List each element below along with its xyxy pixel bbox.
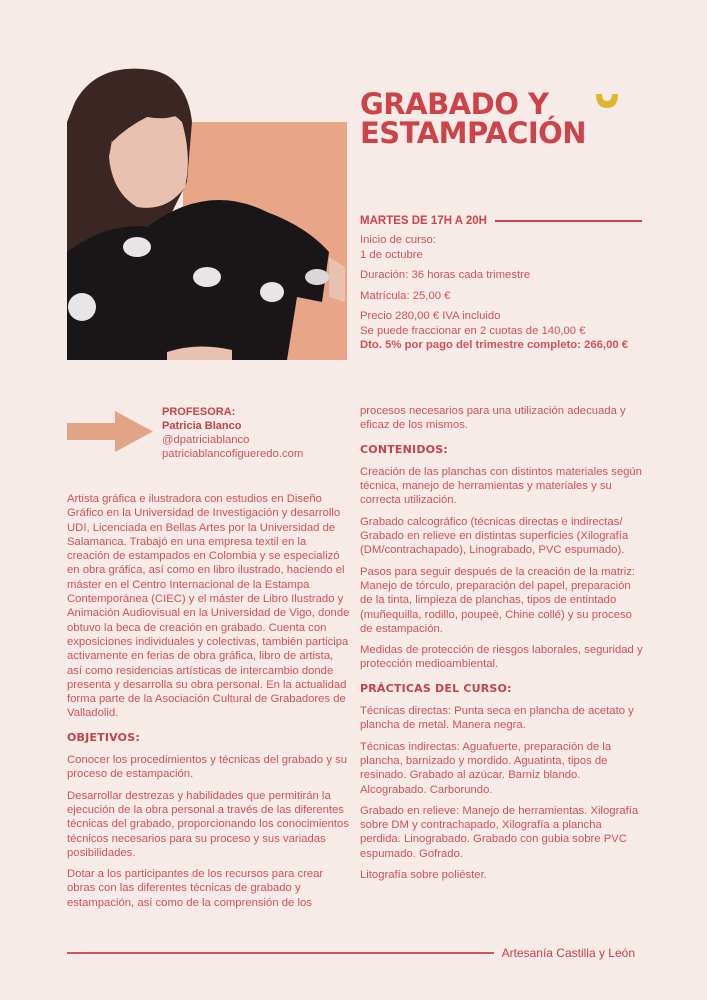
objectives-heading: OBJETIVOS: (67, 730, 140, 744)
contents-heading: CONTENIDOS: (360, 442, 448, 456)
teacher-bio: Artista gráfica e ilustradora con estudios en Diseño Gráfico en la Universidad de Investigación y desarrollo UDI, Licenciada en Bellas Artes por la Universidad de Salamanca. Trabajó en una empresa textil en la creación de estampados en Colombia y se especializó en obra gráfica, así como en libro ilustrado, haciendo el máster en el Centro Internacional de la Estampa Contemporánea (CIEC) y el máster de Libro Ilustrado y Animación Audiovisual en la Universidad de Vigo, donde obtuvo la beca de creación en grabado. Cuenta con exposiciones individuales y colectivas, también participa activamente en ferias de obra gráfica, libro de artista, así como residencias artísticas de intercambio donde presenta y desarrolla su obra personal. En la actualidad forma parte de la Asociación Cultural de Grabadores de Valladolid. (67, 493, 350, 720)
duration: Duración: 36 horas cada trimestre (360, 269, 531, 281)
arrow-right-icon (67, 411, 153, 452)
left-column (67, 492, 350, 917)
enrollment-fee: Matrícula: 25,00 € (360, 289, 451, 302)
teacher-handle-link[interactable]: @dpatriciablanco (162, 434, 250, 446)
footer-brand: Artesanía Castilla y León (501, 946, 635, 960)
divider (495, 220, 642, 222)
start-date: 1 de octubre (360, 248, 423, 261)
title-line-2: ESTAMPACIÓN (360, 116, 587, 150)
page-title (360, 87, 587, 150)
teacher-website-link[interactable]: patriciablancofigueredo.com (162, 448, 304, 460)
footer (67, 946, 635, 960)
installments: Se puede fraccionar en 2 cuotas de 140,00 € (360, 324, 586, 337)
arch-decoration-icon (596, 94, 618, 108)
practice-item: Técnicas indirectas: Aguafuerte, preparación de la plancha, barnizado y mordido. Aguatinta, tipos de resinado. Grabado al azúcar. Barniz blando. Alcograbado. Carborundo. (360, 740, 612, 796)
objective-item: Conocer los procedimientos y técnicas del grabado y su proceso de estampación. (67, 754, 348, 781)
teacher-info (162, 405, 303, 461)
practice-item: Litografía sobre poliéster. (360, 869, 487, 882)
price: Precio 280,00 € IVA incluido (360, 310, 501, 322)
price-info (360, 309, 642, 353)
schedule-heading (360, 215, 642, 227)
objective-continuation: procesos necesarios para una utilización adecuada y eficaz de los mismos. (360, 405, 626, 432)
schedule-section (360, 215, 642, 359)
start-info (360, 233, 642, 262)
discount: Dto. 5% por pago del trimestre completo: 266,00 € (360, 339, 629, 351)
title-line-1: GRABADO Y (360, 87, 549, 121)
start-label: Inicio de curso: (360, 234, 436, 246)
content-item: Medidas de protección de riesgos laborales, seguridad y protección medioambiental. (360, 644, 643, 671)
practice-item: Técnicas directas: Punta seca en plancha de acetato y plancha de metal. Manera negra. (360, 705, 634, 732)
portrait-illustration (67, 62, 345, 360)
right-column (360, 404, 645, 889)
teacher-photo (67, 62, 345, 360)
course-info (360, 233, 642, 353)
teacher-name: Patricia Blanco (162, 420, 242, 432)
footer-divider (67, 952, 494, 954)
objective-item: Desarrollar destrezas y habilidades que permitirán la ejecución de la obra personal a través de las diferentes técnicas del grabado, proporcionando los conocimientos técnicos necesarios para su proceso y sus variadas posibilidades. (67, 789, 349, 859)
schedule-heading-text: MARTES DE 17H A 20H (360, 215, 487, 227)
content-item: Grabado calcográfico (técnicas directas e indirectas/ Grabado en relieve en distintas superficies (Xilografía (DM/contrachapado), Linograbado, PVC espumado). (360, 515, 629, 557)
content-item: Creación de las planchas con distintos materiales según técnica, manejo de herramientas y materiales y su correcta utilización. (360, 465, 642, 507)
practice-item: Grabado en relieve: Manejo de herramientas. Xilografía sobre DM y contrachapado, Xilografía a plancha perdida. Linograbado. Grabado con gubia sobre PVC espumado. Gofrado. (360, 804, 639, 860)
content-item: Pasos para seguir después de la creación de la matriz: Manejo de tórculo, preparación del papel, preparación de la tinta, limpieza de planchas, tipos de entintado (muñequilla, rodillo, poupeè, Chine collé) y su proceso de estampación. (360, 565, 636, 635)
practices-heading: PRÁCTICAS DEL CURSO: (360, 681, 512, 695)
teacher-label: PROFESORA: (162, 406, 236, 418)
objective-item: Dotar a los participantes de los recursos para crear obras con las diferentes técnicas de grabado y estampación, así como de la comprensión de los (67, 868, 324, 909)
